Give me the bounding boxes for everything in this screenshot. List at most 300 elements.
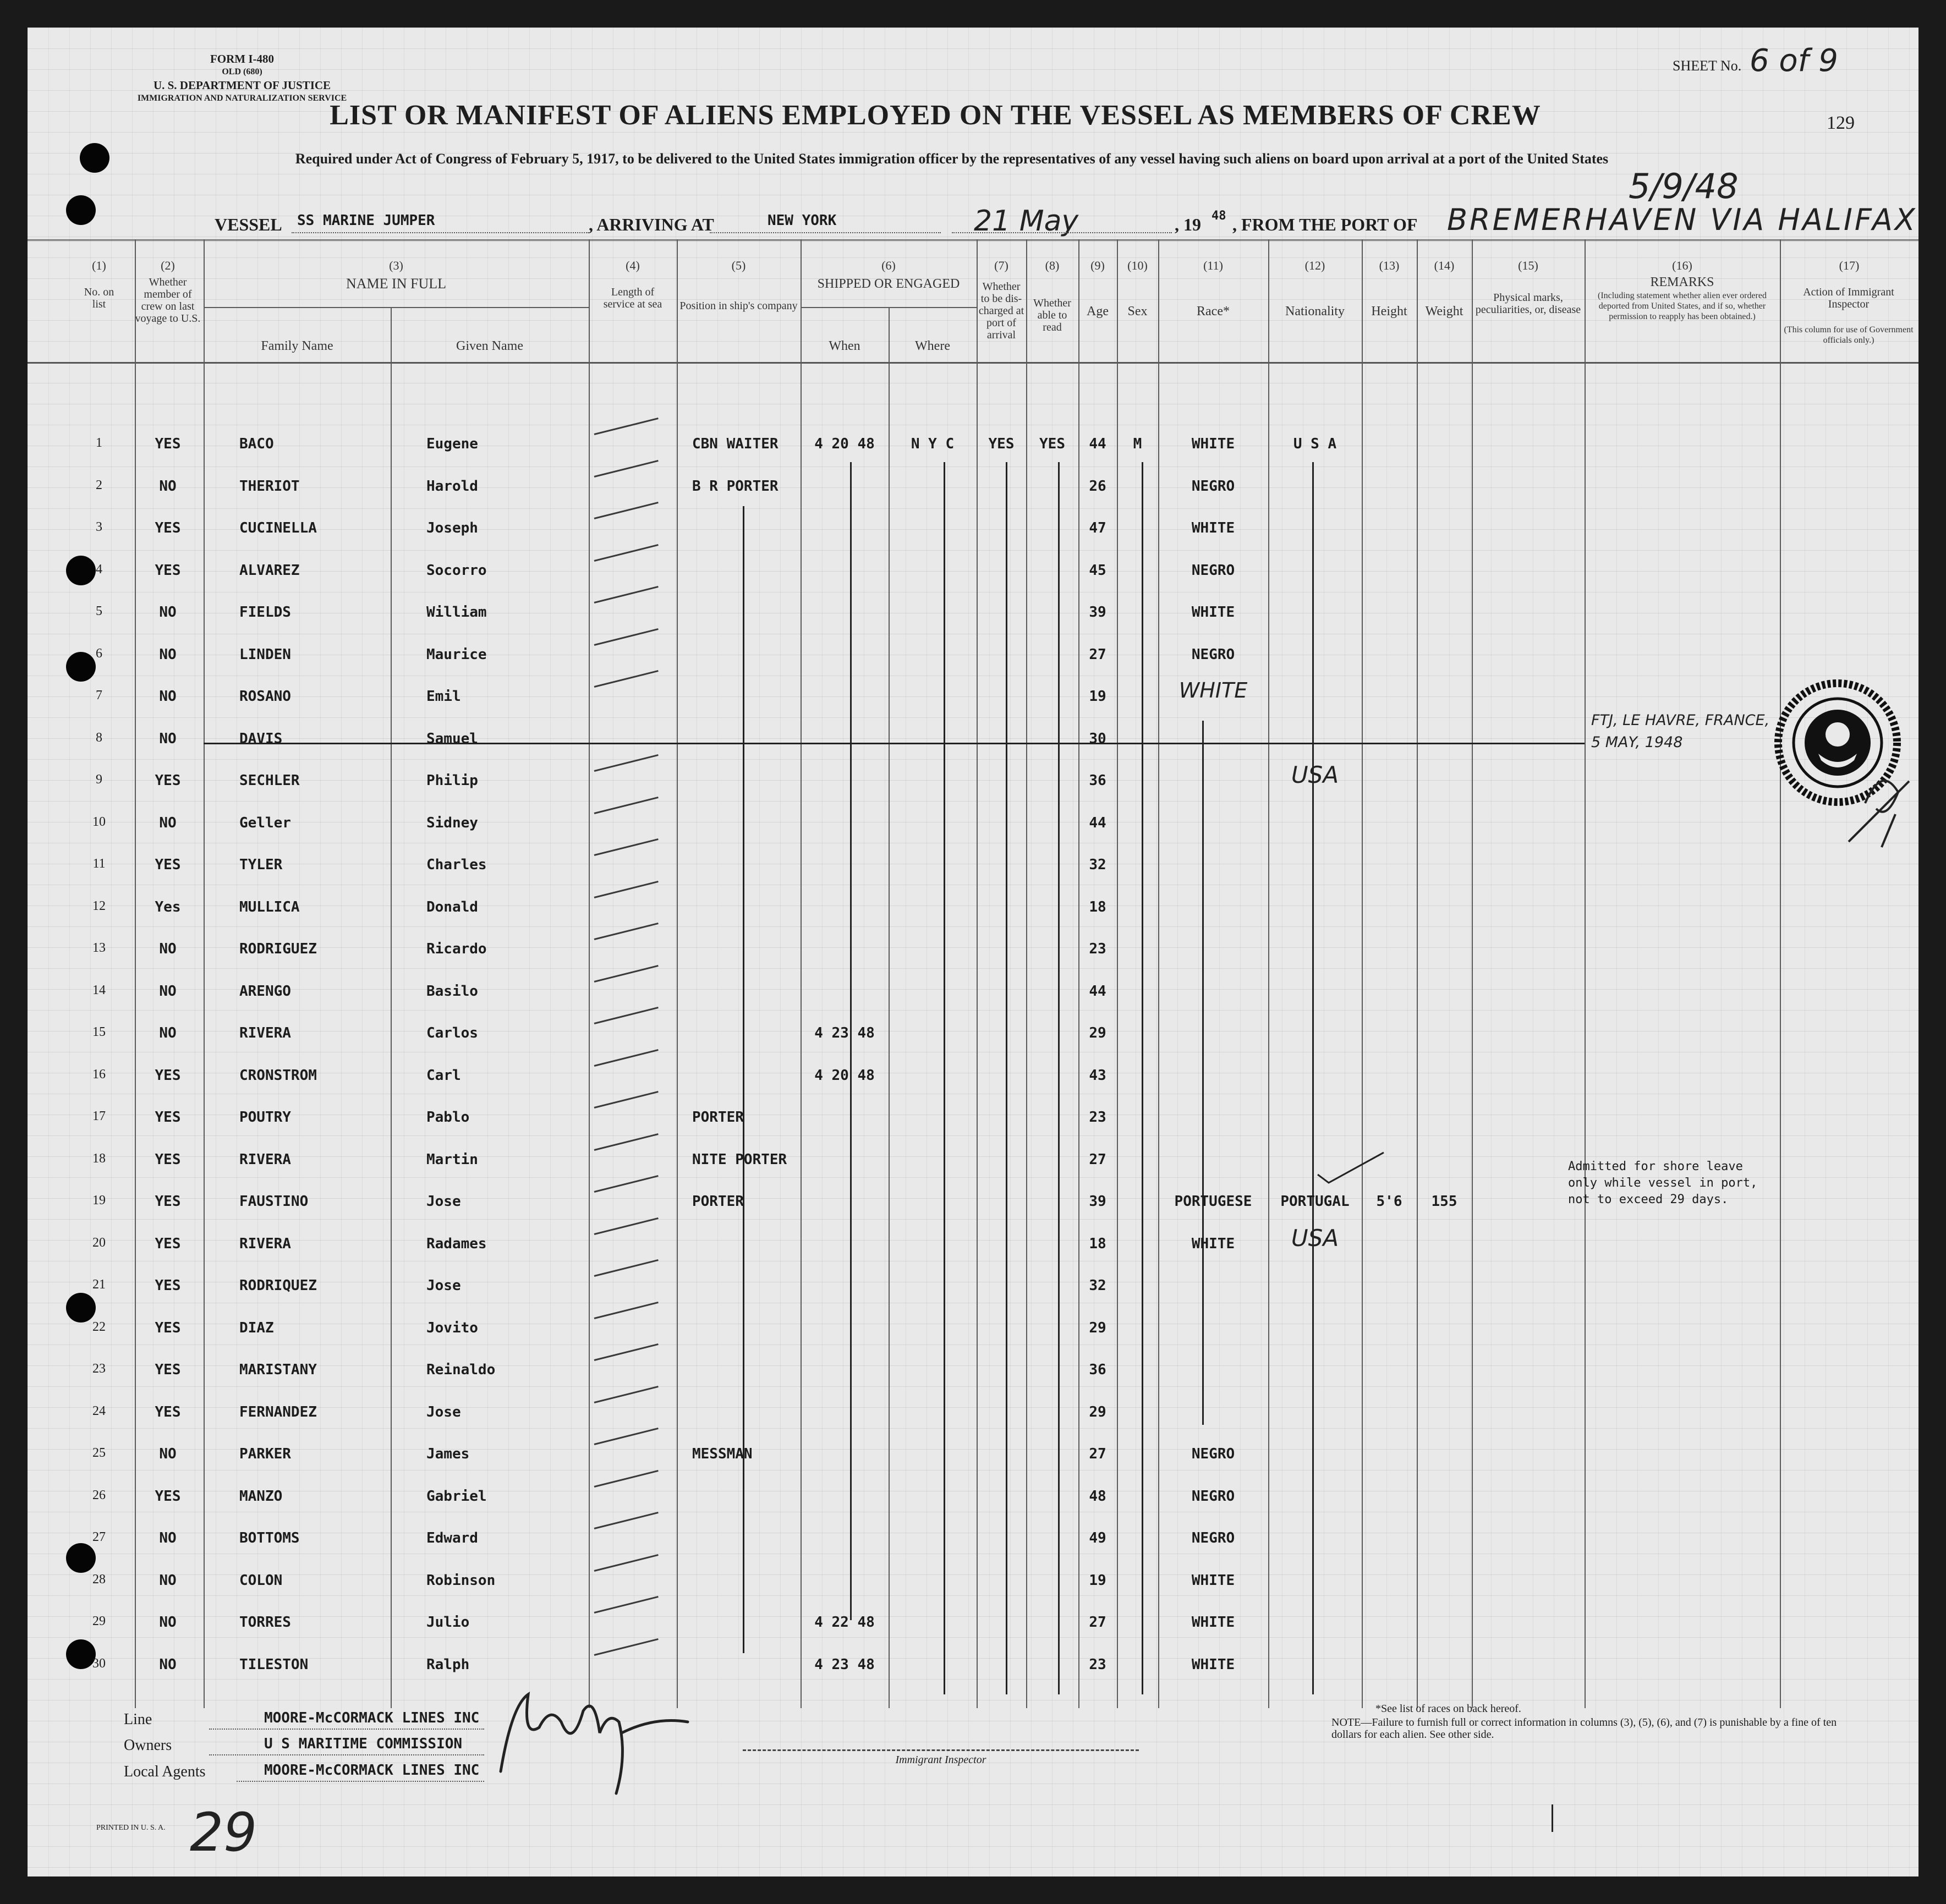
col-num-14: (14) [1434, 259, 1455, 272]
arriving-port: NEW YORK [768, 212, 837, 229]
arriving-label: , ARRIVING AT [589, 215, 714, 234]
col-num-15: (15) [1518, 259, 1538, 272]
cell-prev: YES [155, 1067, 181, 1084]
col-num-8: (8) [1045, 259, 1060, 272]
cell-nationality: USA [1291, 1224, 1339, 1252]
cell-prev: NO [159, 814, 177, 831]
cell-prev: NO [159, 1656, 177, 1673]
col-header-given-name: Given Name [456, 339, 523, 353]
col-header-name: NAME IN FULL [346, 276, 446, 292]
cell-no: 28 [92, 1572, 106, 1587]
cell-given: Emil [426, 688, 461, 705]
cell-prev: YES [155, 857, 181, 873]
page-title: LIST OR MANIFEST OF ALIENS EMPLOYED ON THE VESSEL AS MEMBERS OF CREW [330, 100, 1541, 131]
owners-underline [209, 1754, 484, 1755]
col-header-race: Race* [1197, 304, 1230, 319]
cell-age: 23 [1089, 941, 1106, 957]
arrival-date: 21 May [974, 205, 1079, 238]
stray-mark [1552, 1804, 1553, 1832]
table-row [28, 637, 1918, 678]
owners-name: U S MARITIME COMMISSION [264, 1736, 463, 1752]
table-row [28, 1520, 1918, 1562]
cell-given: Jose [426, 1277, 461, 1294]
cell-prev: YES [155, 1151, 181, 1168]
inspector-signature-icon [490, 1672, 710, 1799]
cell-race: NEGRO [1191, 1530, 1235, 1546]
cell-family: FERNANDEZ [239, 1403, 317, 1420]
col-header-read: Whether able to read [1033, 297, 1071, 333]
cell-given: Samuel [426, 730, 478, 747]
cell-no: 19 [92, 1193, 106, 1208]
table-row [28, 1226, 1918, 1267]
cell-given: Reinaldo [426, 1362, 496, 1378]
cell-prev: YES [155, 1235, 181, 1252]
cell-prev: NO [159, 688, 177, 705]
cell-when: 4 20 48 [814, 1067, 875, 1084]
cell-given: Harold [426, 478, 478, 495]
page-number: 129 [1827, 113, 1855, 133]
table-row [28, 594, 1918, 636]
col-header-service: Length of service at sea [603, 286, 662, 310]
cell-age: 44 [1089, 814, 1106, 831]
cell-prev: NO [159, 1572, 177, 1589]
table-row [28, 1647, 1918, 1688]
cell-race: WHITE [1191, 1572, 1235, 1589]
cell-no: 25 [92, 1446, 106, 1460]
col-num-1: (1) [92, 259, 106, 272]
cell-prev: NO [159, 941, 177, 957]
table-row [28, 1310, 1918, 1352]
cell-race: PORTUGESE [1174, 1193, 1252, 1210]
cell-age: 26 [1089, 478, 1106, 495]
cell-no: 12 [92, 898, 106, 913]
inspector-initial-mark-icon [1843, 732, 1915, 858]
cell-given: Donald [426, 898, 478, 915]
checkmark-icon [1315, 1150, 1386, 1188]
col-header-remarks: REMARKS [1650, 275, 1714, 289]
cell-given: Jose [426, 1193, 461, 1210]
owners-label: Owners [124, 1737, 172, 1754]
cell-race: WHITE [1191, 520, 1235, 536]
cell-family: ARENGO [239, 983, 291, 1000]
vessel-label: VESSEL [215, 215, 282, 234]
table-row [28, 1267, 1918, 1309]
cell-no: 30 [92, 1656, 106, 1671]
cell-prev: NO [159, 1530, 177, 1546]
inspector-signature-line [743, 1749, 1139, 1751]
col-num-11: (11) [1203, 259, 1223, 272]
cell-prev: NO [159, 646, 177, 663]
form-old-number: OLD (680) [222, 67, 262, 76]
cell-position: MESSMAN [692, 1446, 753, 1462]
col-header-prev-voyage: Whether member of crew on last voyage to U.S. [135, 276, 201, 325]
handwritten-count: 29 [190, 1802, 257, 1863]
cell-race: WHITE [1178, 678, 1248, 703]
cell-family: MANZO [239, 1488, 283, 1505]
col-num-3: (3) [389, 259, 403, 272]
cell-family: RIVERA [239, 1025, 291, 1041]
col-header-nationality: Nationality [1285, 304, 1345, 319]
cell-prev: YES [155, 562, 181, 579]
agents-underline [237, 1781, 484, 1782]
col-header-where: Where [915, 339, 950, 353]
sheet-number-label: SHEET No. [1673, 58, 1742, 74]
header-bottom-border [28, 362, 1918, 364]
cell-age: 27 [1089, 646, 1106, 663]
cell-age: 36 [1089, 772, 1106, 789]
col-num-2: (2) [161, 259, 175, 272]
form-subtitle: Required under Act of Congress of February 5, 1917, to be delivered to the United States immigration officer by the representatives of any vessel having such aliens on board upon arrival at a port of the United States [295, 151, 1609, 167]
cell-no: 14 [92, 983, 106, 997]
table-row [28, 1352, 1918, 1393]
cell-race: WHITE [1191, 436, 1235, 452]
col-header-when: When [829, 339, 860, 353]
col-num-9: (9) [1090, 259, 1105, 272]
vessel-underline [292, 232, 589, 233]
cell-race: NEGRO [1191, 1446, 1235, 1462]
col-header-discharged: Whether to be dis-charged at port of arrival [978, 281, 1024, 341]
cell-family: Geller [239, 814, 291, 831]
table-row [28, 1057, 1918, 1099]
col-num-17: (17) [1839, 259, 1860, 272]
agents-name: MOORE-McCORMACK LINES INC [264, 1762, 480, 1779]
cell-no: 2 [96, 478, 102, 492]
handwritten-date: 5/9/48 [1629, 166, 1739, 206]
cell-no: 1 [96, 436, 102, 450]
cell-age: 44 [1089, 436, 1106, 452]
col-header-no: No. on list [84, 286, 114, 310]
cell-prev: YES [155, 1488, 181, 1505]
punch-hole [66, 195, 96, 225]
race-list-note: *See list of races on back hereof. [1375, 1703, 1521, 1715]
cell-age: 19 [1089, 1572, 1106, 1589]
cell-no: 3 [96, 520, 102, 534]
cell-family: BOTTOMS [239, 1530, 300, 1546]
cell-family: COLON [239, 1572, 283, 1589]
strike-through-line [204, 743, 1585, 744]
cell-family: PARKER [239, 1446, 291, 1462]
cell-given: Pablo [426, 1109, 470, 1126]
cell-position: PORTER [692, 1193, 744, 1210]
cell-given: Basilo [426, 983, 478, 1000]
cell-family: RIVERA [239, 1151, 291, 1168]
cell-age: 36 [1089, 1362, 1106, 1378]
cell-given: Maurice [426, 646, 487, 663]
cell-family: CUCINELLA [239, 520, 317, 536]
service: IMMIGRATION AND NATURALIZATION SERVICE [137, 94, 347, 103]
cell-position: CBN WAITER [692, 436, 779, 452]
cell-prev: NO [159, 1614, 177, 1631]
cell-no: 5 [96, 604, 102, 618]
year-prefix: , 19 [1175, 215, 1201, 234]
table-row [28, 1015, 1918, 1057]
line-label: Line [124, 1711, 152, 1728]
col-header-position: Position in ship's company [679, 300, 798, 312]
vessel-name: SS MARINE JUMPER [297, 212, 435, 229]
cell-no: 23 [92, 1362, 106, 1376]
cell-prev: YES [155, 436, 181, 452]
col-num-13: (13) [1379, 259, 1400, 272]
col-header-shipped: SHIPPED OR ENGAGED [817, 277, 960, 291]
manifest-sheet [28, 28, 1918, 1876]
cell-prev: YES [155, 1277, 181, 1294]
cell-family: TORRES [239, 1614, 291, 1631]
col-header-action: Action of Immigrant Inspector [1803, 286, 1894, 310]
agents-label: Local Agents [124, 1763, 206, 1780]
cell-age: 39 [1089, 604, 1106, 621]
cell-given: Julio [426, 1614, 470, 1631]
col-header-physical-marks: Physical marks, peculiarities, or, disease [1475, 292, 1581, 316]
cell-no: 24 [92, 1403, 106, 1418]
cell-given: Carl [426, 1067, 461, 1084]
cell-age: 19 [1089, 688, 1106, 705]
cell-prev: YES [155, 1403, 181, 1420]
cell-age: 44 [1089, 983, 1106, 1000]
cell-family: THERIOT [239, 478, 300, 495]
line-company: MOORE-McCORMACK LINES INC [264, 1710, 480, 1726]
cell-prev: YES [155, 1319, 181, 1336]
cell-prev: YES [155, 1109, 181, 1126]
cell-prev: YES [155, 772, 181, 789]
cell-given: Philip [426, 772, 478, 789]
cell-family: CRONSTROM [239, 1067, 317, 1084]
cell-family: RODRIQUEZ [239, 1277, 317, 1294]
col-num-4: (4) [626, 259, 640, 272]
cell-prev: NO [159, 478, 177, 495]
cell-position: PORTER [692, 1109, 744, 1126]
col-header-sex: Sex [1127, 304, 1148, 319]
cell-given: Jovito [426, 1319, 478, 1336]
cell-age: 29 [1089, 1403, 1106, 1420]
cell-no: 18 [92, 1151, 106, 1166]
inspector-label: Immigrant Inspector [895, 1754, 986, 1766]
cell-family: DIAZ [239, 1319, 274, 1336]
col-num-12: (12) [1304, 259, 1325, 272]
cell-family: SECHLER [239, 772, 300, 789]
cell-given: Gabriel [426, 1488, 487, 1505]
cell-position: NITE PORTER [692, 1151, 787, 1168]
cell-age: 29 [1089, 1319, 1106, 1336]
cell-given: Carlos [426, 1025, 478, 1041]
cell-age: 29 [1089, 1025, 1106, 1041]
cell-no: 9 [96, 772, 102, 787]
cell-age: 32 [1089, 1277, 1106, 1294]
cell-race: WHITE [1191, 1656, 1235, 1673]
sheet-number-value: 6 of 9 [1750, 43, 1838, 79]
cell-no: 27 [92, 1530, 106, 1544]
col-header-height: Height [1371, 304, 1407, 319]
cell-where: N Y C [911, 436, 955, 452]
service-length-mark [594, 418, 659, 435]
cell-age: 27 [1089, 1446, 1106, 1462]
cell-family: FAUSTINO [239, 1193, 309, 1210]
cell-given: Joseph [426, 520, 478, 536]
cell-when: 4 20 48 [814, 436, 875, 452]
cell-no: 8 [96, 730, 102, 745]
cell-position: B R PORTER [692, 478, 779, 495]
cell-no: 11 [92, 857, 106, 871]
table-top-border [28, 239, 1918, 241]
cell-given: Edward [426, 1530, 478, 1546]
cell-given: Ricardo [426, 941, 487, 957]
punch-hole [80, 143, 109, 173]
cell-prev: Yes [155, 898, 181, 915]
cell-prev: YES [155, 520, 181, 536]
cell-prev: NO [159, 983, 177, 1000]
cell-age: 32 [1089, 857, 1106, 873]
line-underline [209, 1729, 484, 1730]
penalty-note: NOTE—Failure to furnish full or correct information in columns (3), (5), (6), and (7) is punishable by a fine of ten dollars for each alien. See other side. [1331, 1716, 1837, 1741]
cell-family: TILESTON [239, 1656, 309, 1673]
cell-no: 26 [92, 1488, 106, 1502]
cell-no: 21 [92, 1277, 106, 1292]
cell-race: WHITE [1191, 1235, 1235, 1252]
cell-height: 5'6 [1376, 1193, 1402, 1210]
cell-given: Socorro [426, 562, 487, 579]
cell-no: 17 [92, 1109, 106, 1123]
table-row [28, 426, 1918, 468]
cell-nationality: PORTUGAL [1280, 1193, 1350, 1210]
cell-family: FIELDS [239, 604, 291, 621]
table-row [28, 1099, 1918, 1141]
printed-in-usa: PRINTED IN U. S. A. [96, 1824, 166, 1832]
cell-discharged: YES [988, 436, 1015, 452]
cell-no: 29 [92, 1614, 106, 1628]
cell-family: RODRIGUEZ [239, 941, 317, 957]
cell-age: 30 [1089, 730, 1106, 747]
cell-age: 18 [1089, 1235, 1106, 1252]
cell-no: 15 [92, 1025, 106, 1039]
cell-age: 18 [1089, 898, 1106, 915]
cell-race: NEGRO [1191, 1488, 1235, 1505]
table-row [28, 973, 1918, 1015]
cell-age: 23 [1089, 1656, 1106, 1673]
from-port: BREMERHAVEN VIA HALIFAX [1447, 202, 1917, 237]
form-identification [127, 52, 358, 105]
cell-read: YES [1039, 436, 1065, 452]
cell-family: ROSANO [239, 688, 291, 705]
col-num-5: (5) [731, 259, 746, 272]
cell-family: LINDEN [239, 646, 291, 663]
table-row [28, 931, 1918, 973]
cell-race: NEGRO [1191, 562, 1235, 579]
table-row [28, 889, 1918, 931]
col-header-remarks-note: (Including statement whether alien ever ordered deported from United States, and if so, whether permission to reapply has been obtained.) [1598, 291, 1767, 321]
cell-given: Eugene [426, 436, 478, 452]
cell-sex: M [1133, 436, 1142, 452]
cell-race: NEGRO [1191, 646, 1235, 663]
cell-age: 23 [1089, 1109, 1106, 1126]
date-underline [952, 232, 1172, 233]
col-header-weight: Weight [1425, 304, 1463, 319]
cell-family: TYLER [239, 857, 283, 873]
cell-family: MARISTANY [239, 1362, 317, 1378]
cell-given: James [426, 1446, 470, 1462]
col-num-16: (16) [1672, 259, 1692, 272]
cell-when: 4 22 48 [814, 1614, 875, 1631]
cell-given: Robinson [426, 1572, 496, 1589]
col-header-family-name: Family Name [261, 339, 333, 353]
cell-prev: NO [159, 1025, 177, 1041]
cell-when: 4 23 48 [814, 1656, 875, 1673]
cell-family: MULLICA [239, 898, 300, 915]
cell-no: 6 [96, 646, 102, 661]
cell-no: 16 [92, 1067, 106, 1082]
table-row [28, 1394, 1918, 1436]
cell-prev: NO [159, 604, 177, 621]
form-number: FORM I-480 [210, 52, 275, 65]
cell-no: 7 [96, 688, 102, 703]
table-row [28, 762, 1918, 804]
cell-given: Sidney [426, 814, 478, 831]
col-header-action-note: (This column for use of Government officials only.) [1784, 325, 1914, 345]
cell-age: 43 [1089, 1067, 1106, 1084]
cell-prev: YES [155, 1193, 181, 1210]
table-row [28, 552, 1918, 594]
cell-weight: 155 [1431, 1193, 1457, 1210]
table-row [28, 1478, 1918, 1520]
table-row [28, 510, 1918, 552]
arrival-year: 48 [1212, 209, 1226, 223]
cell-age: 49 [1089, 1530, 1106, 1546]
cell-age: 27 [1089, 1151, 1106, 1168]
cell-family: DAVIS [239, 730, 283, 747]
cell-nationality: U S A [1293, 436, 1337, 452]
table-row [28, 1604, 1918, 1646]
cell-family: RIVERA [239, 1235, 291, 1252]
table-row [28, 468, 1918, 510]
col-num-7: (7) [994, 259, 1008, 272]
cell-given: Radames [426, 1235, 487, 1252]
col-num-10: (10) [1127, 259, 1148, 272]
cell-family: BACO [239, 436, 274, 452]
desertion-note: FTJ, LE HAVRE, FRANCE, 5 MAY, 1948 [1591, 712, 1770, 751]
table-row [28, 847, 1918, 888]
department: U. S. DEPARTMENT OF JUSTICE [153, 79, 331, 92]
cell-age: 39 [1089, 1193, 1106, 1210]
cell-given: Jose [426, 1403, 461, 1420]
cell-race: NEGRO [1191, 478, 1235, 495]
table-row [28, 1562, 1918, 1604]
cell-given: Charles [426, 857, 487, 873]
cell-family: POUTRY [239, 1109, 291, 1126]
cell-family: ALVAREZ [239, 562, 300, 579]
cell-no: 4 [96, 562, 102, 577]
cell-given: Ralph [426, 1656, 470, 1673]
cell-age: 27 [1089, 1614, 1106, 1631]
cell-age: 47 [1089, 520, 1106, 536]
table-row [28, 1436, 1918, 1478]
cell-when: 4 23 48 [814, 1025, 875, 1041]
cell-age: 48 [1089, 1488, 1106, 1505]
cell-prev: YES [155, 1362, 181, 1378]
cell-given: Martin [426, 1151, 478, 1168]
cell-remarks: Admitted for shore leave only while vessel in port, not to exceed 29 days. [1568, 1160, 1758, 1206]
cell-prev: NO [159, 730, 177, 747]
cell-no: 13 [92, 941, 106, 955]
cell-prev: NO [159, 1446, 177, 1462]
arriving-underline [710, 232, 941, 233]
cell-nationality: USA [1291, 761, 1339, 788]
cell-race: WHITE [1191, 1614, 1235, 1631]
cell-given: William [426, 604, 487, 621]
from-port-label: , FROM THE PORT OF [1232, 215, 1418, 234]
cell-no: 22 [92, 1319, 106, 1334]
table-row [28, 805, 1918, 847]
table-row [28, 1160, 1918, 1225]
col-num-6: (6) [881, 259, 896, 272]
cell-no: 10 [92, 814, 106, 829]
